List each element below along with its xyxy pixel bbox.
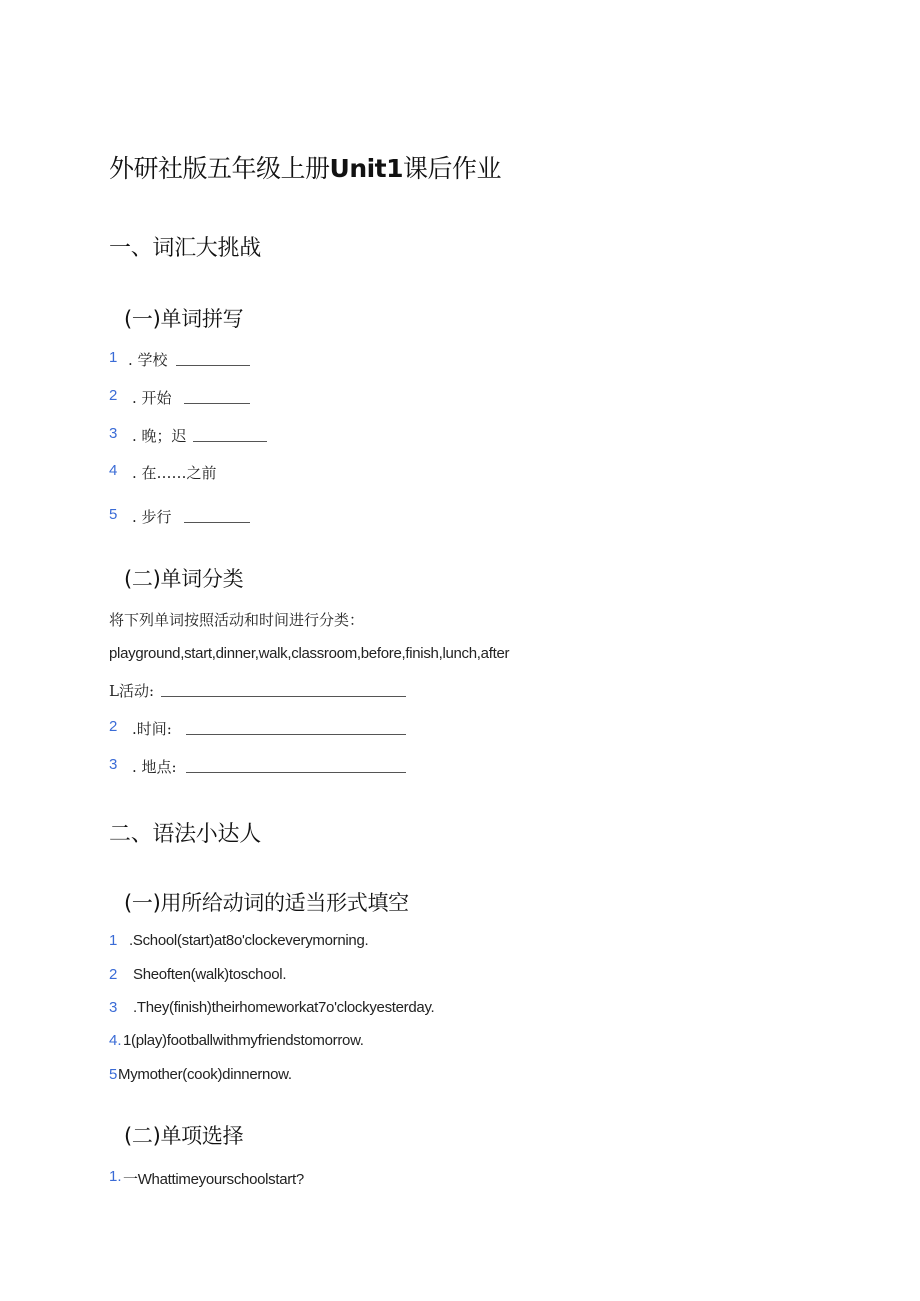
item-number: 3 bbox=[109, 425, 118, 442]
answer-blank[interactable] bbox=[186, 758, 406, 773]
answer-blank[interactable] bbox=[184, 389, 250, 404]
item-number: 1. bbox=[109, 1168, 122, 1185]
item-text: Mymother(cook)dinnernow. bbox=[118, 1066, 292, 1083]
item-number: 1 bbox=[109, 349, 118, 366]
list-item bbox=[0, 932, 920, 954]
item-text: . 学校 bbox=[128, 351, 168, 369]
document-title bbox=[109, 149, 501, 185]
title-unit: Unit1 bbox=[329, 154, 404, 183]
item-text: .School(start)at8o'clockeverymorning. bbox=[129, 932, 369, 949]
item-text: .They(finish)theirhomeworkat7o'clockyesterday. bbox=[133, 999, 435, 1016]
list-item bbox=[0, 1066, 920, 1088]
item-text: . 开始 bbox=[132, 389, 172, 407]
instruction-text: 将下列单词按照活动和时间进行分类： bbox=[109, 611, 365, 629]
title-suffix: 课后作业 bbox=[403, 154, 502, 183]
item-number: 5 bbox=[109, 506, 118, 523]
item-text: . 晚；迟 bbox=[132, 427, 187, 445]
list-item bbox=[0, 387, 920, 409]
list-item bbox=[0, 756, 920, 778]
item-text: . 在……之前 bbox=[132, 464, 217, 482]
item-number: 3 bbox=[109, 999, 118, 1016]
answer-blank[interactable] bbox=[176, 351, 250, 366]
item-text: . 步行 bbox=[132, 508, 172, 526]
answer-blank[interactable] bbox=[186, 720, 406, 735]
section2-part1-heading: (一)用所给动词的适当形式填空 bbox=[124, 891, 409, 915]
list-item bbox=[0, 966, 920, 988]
list-item bbox=[0, 462, 920, 484]
answer-blank[interactable] bbox=[184, 508, 250, 523]
list-item bbox=[0, 1032, 920, 1054]
item-text: . 地点: bbox=[132, 758, 177, 776]
item-text: L活动: bbox=[109, 682, 155, 700]
item-text: 一Whattimeyourschoolstart? bbox=[123, 1171, 304, 1188]
list-item bbox=[0, 1168, 920, 1190]
list-item bbox=[0, 425, 920, 447]
section2-part2-heading: (二)单项选择 bbox=[124, 1124, 244, 1148]
item-text: 1(play)footballwithmyfriendstomorrow. bbox=[123, 1032, 364, 1049]
item-number: 2 bbox=[109, 387, 118, 404]
section2-heading: 二、语法小达人 bbox=[109, 822, 261, 847]
list-item bbox=[0, 506, 920, 528]
section1-part2-heading: (二)单词分类 bbox=[124, 567, 244, 591]
list-item bbox=[0, 349, 920, 371]
list-item bbox=[0, 999, 920, 1021]
word-list: playground,start,dinner,walk,classroom,before,finish,lunch,after bbox=[109, 645, 510, 662]
answer-blank[interactable] bbox=[161, 682, 406, 697]
item-number: 5 bbox=[109, 1066, 118, 1083]
title-prefix: 外研社版五年级上册 bbox=[109, 154, 330, 183]
item-text: .时间: bbox=[132, 720, 172, 738]
item-number: 3 bbox=[109, 756, 118, 773]
item-text: Sheoften(walk)toschool. bbox=[133, 966, 287, 983]
list-item bbox=[0, 718, 920, 740]
list-item bbox=[0, 680, 920, 702]
item-number: 2 bbox=[109, 966, 118, 983]
item-number: 4. bbox=[109, 1032, 122, 1049]
answer-blank[interactable] bbox=[193, 427, 267, 442]
item-number: 2 bbox=[109, 718, 118, 735]
item-number: 1 bbox=[109, 932, 118, 949]
section1-part1-heading: (一)单词拼写 bbox=[124, 307, 244, 331]
item-number: 4 bbox=[109, 462, 118, 479]
section1-heading: 一、词汇大挑战 bbox=[109, 236, 261, 261]
